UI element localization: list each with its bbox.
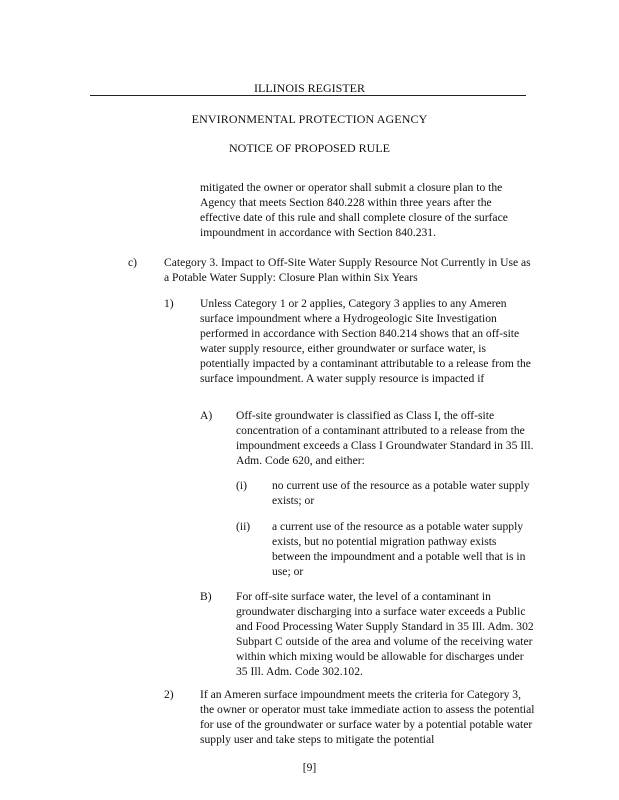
item-i-label: (i) bbox=[236, 479, 247, 492]
item-A-label: A) bbox=[200, 409, 213, 422]
continuation-paragraph: mitigated the owner or operator shall submit a closure plan to the Agency that meets Section 840.228 within three years after the effective date of this rule and shall complete closure of the surface impoundment in accordance with Section 840.231. bbox=[200, 181, 508, 239]
item-B-label: B) bbox=[200, 590, 212, 603]
register-title: ILLINOIS REGISTER bbox=[254, 81, 365, 95]
item-1-label: 1) bbox=[164, 297, 174, 310]
item-2-text: If an Ameren surface impoundment meets the criteria for Category 3, the owner or operator must take immediate action to assess the potential for use of the groundwater or surface water by a potential potable water supply user and take steps to mitigate the potential bbox=[200, 688, 535, 746]
item-2-label: 2) bbox=[164, 688, 174, 701]
item-1-text: Unless Category 1 or 2 applies, Category 3 applies to any Ameren surface impoundment where a Hydrogeologic Site Investigation performed in accordance with Section 840.214 shows that an off-site water supply resource, either groundwater or surface water, is potentially impacted by a contaminant attributable to a release from the surface impoundment. A water supply resource is impacted if bbox=[200, 297, 531, 385]
item-A-text: Off-site groundwater is classified as Class I, the off-site concentration of a contaminant attributed to a release from the impoundment exceeds a Class I Groundwater Standard in 35 Ill. Adm. Code 620, and either: bbox=[236, 409, 534, 467]
item-i-text: no current use of the resource as a potable water supply exists; or bbox=[272, 479, 530, 507]
item-ii-text: a current use of the resource as a potable water supply exists, but no potential migration pathway exists between the impoundment and a potable well that is in use; or bbox=[272, 520, 526, 578]
section-c-label: c) bbox=[128, 256, 138, 269]
page-number: [9] bbox=[302, 761, 317, 774]
header-rule bbox=[90, 95, 526, 96]
item-ii-label: (ii) bbox=[236, 520, 251, 533]
agency-title: ENVIRONMENTAL PROTECTION AGENCY bbox=[191, 112, 428, 126]
notice-title: NOTICE OF PROPOSED RULE bbox=[228, 141, 390, 155]
item-B-text: For off-site surface water, the level of a contaminant in groundwater discharging into a surface water exceeds a Public and Food Processing Water Supply Standard in 35 Ill. Adm. 302 Subpart C outside of the area and volume of the receiving water within which mixing would be allowable for discharges under 35 Ill. Adm. Code 302.102. bbox=[236, 590, 534, 678]
section-c-text: Category 3. Impact to Off-Site Water Supply Resource Not Currently in Use as a Potable Water Supply: Closure Plan within Six Years bbox=[164, 256, 531, 284]
